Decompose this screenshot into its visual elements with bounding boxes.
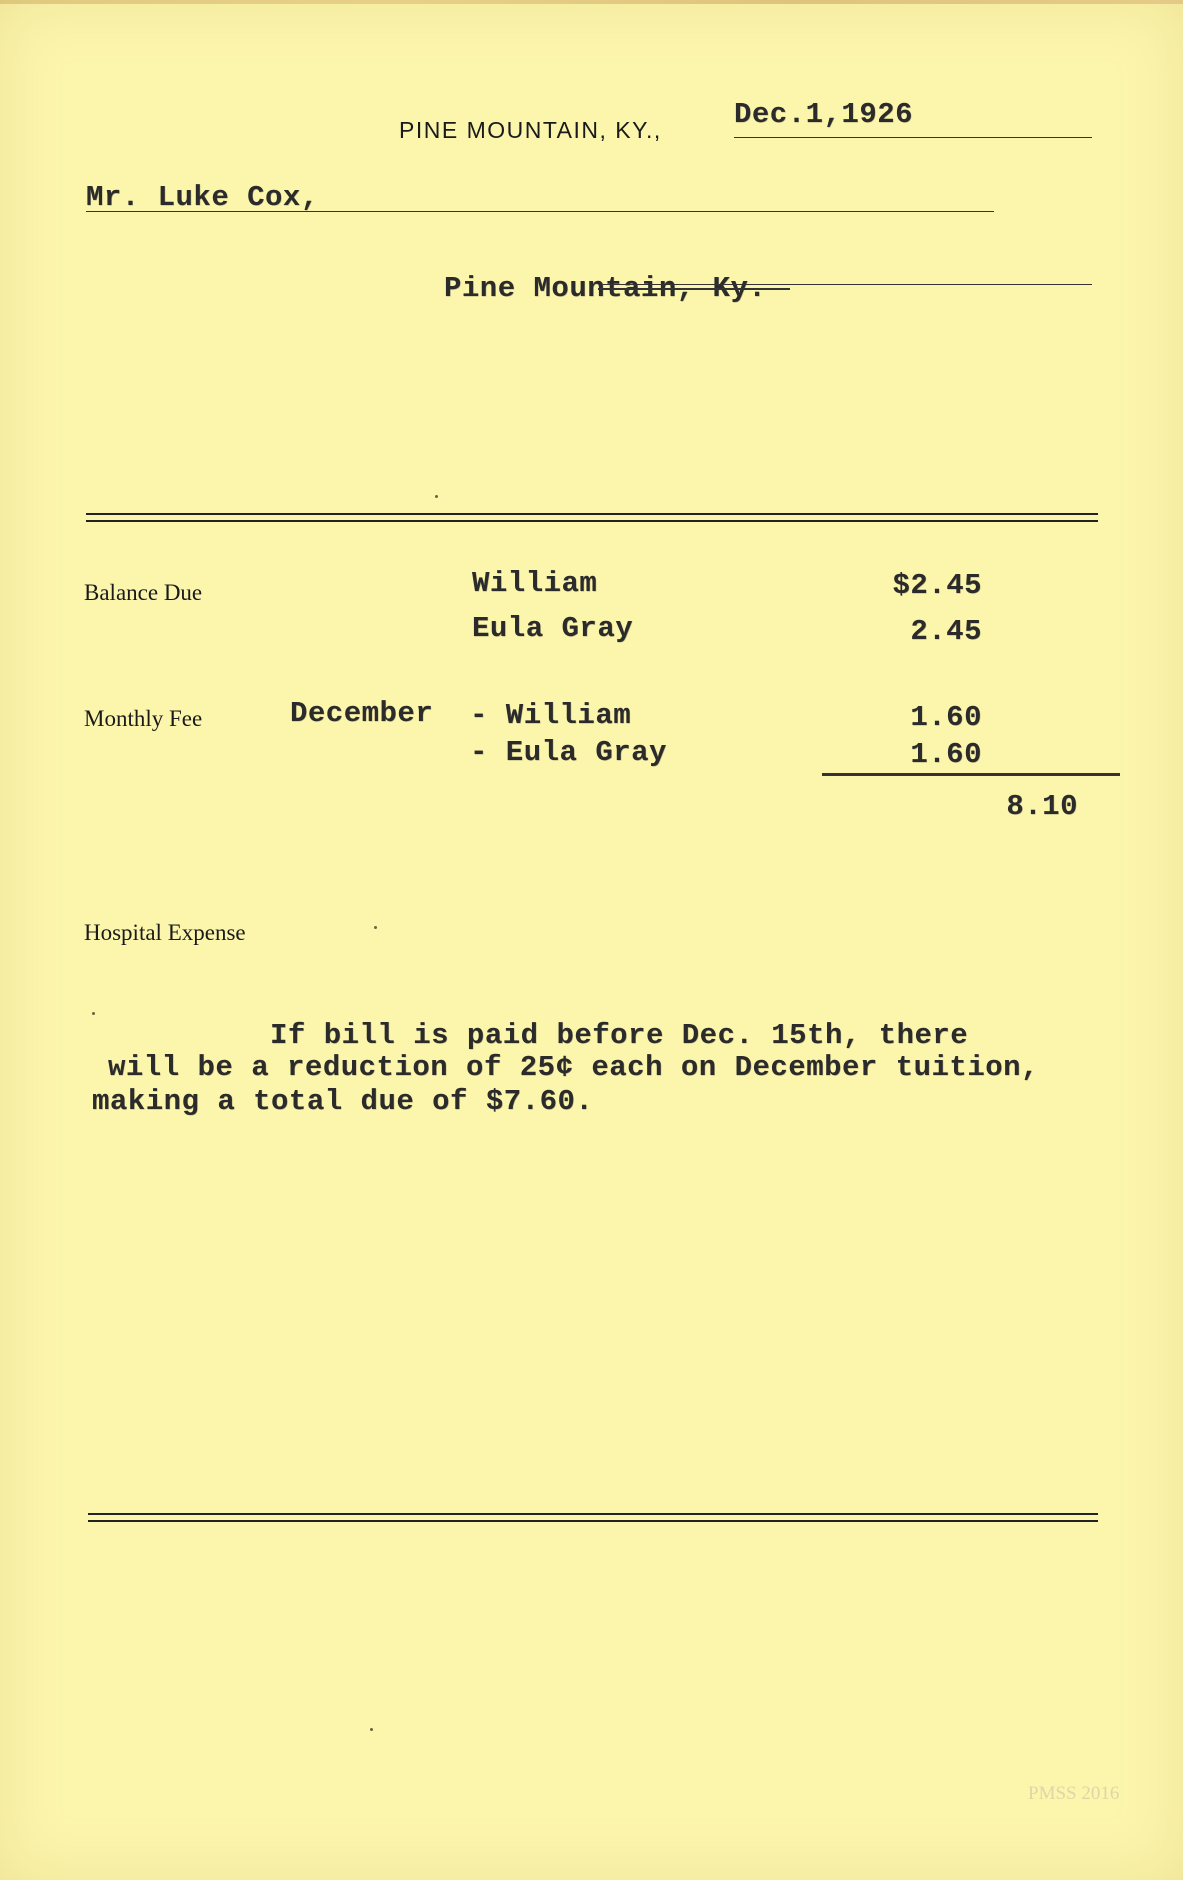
balance-amount-1: $2.45: [892, 569, 982, 602]
paper-speck: [435, 495, 438, 498]
addressee-address: Pine Mountain, Ky.: [444, 272, 767, 305]
hospital-expense-label: Hospital Expense: [84, 920, 246, 945]
addressee-name-underline: [86, 211, 994, 212]
paper-speck: [92, 1012, 95, 1015]
note-line-2: will be a reduction of 25¢ each on December tuition,: [108, 1051, 1039, 1084]
addressee-name: Mr. Luke Cox,: [86, 181, 319, 214]
balance-due-label: Balance Due: [84, 580, 203, 605]
paper-speck: [374, 926, 377, 929]
monthly-fee-amount-1: 1.60: [910, 701, 982, 734]
address-strikethrough: [598, 288, 790, 290]
total-amount: 8.10: [1006, 790, 1078, 823]
balance-amount-2: 2.45: [910, 615, 982, 648]
monthly-fee-amount-2: 1.60: [910, 738, 982, 771]
note-line-3: making a total due of $7.60.: [92, 1085, 594, 1118]
paper-speck: [370, 1728, 373, 1731]
date-underline: [734, 137, 1092, 138]
archive-watermark: PMSS 2016: [1028, 1783, 1120, 1804]
letterhead-place: PINE MOUNTAIN, KY.,: [399, 117, 662, 143]
bill-date: Dec.1,1926: [734, 98, 914, 131]
note-line-1: If bill is paid before Dec. 15th, there: [270, 1019, 969, 1052]
bottom-double-rule: [88, 1513, 1098, 1522]
balance-name-1: William: [472, 567, 598, 600]
monthly-fee-name-1: - William: [470, 699, 632, 732]
top-double-rule: [86, 513, 1098, 522]
balance-name-2: Eula Gray: [472, 612, 634, 645]
monthly-fee-month: December: [290, 697, 434, 730]
monthly-fee-label: Monthly Fee: [84, 706, 203, 731]
monthly-fee-name-2: - Eula Gray: [470, 736, 667, 769]
address-underline: [600, 284, 1092, 285]
sum-underline: [822, 773, 1120, 776]
